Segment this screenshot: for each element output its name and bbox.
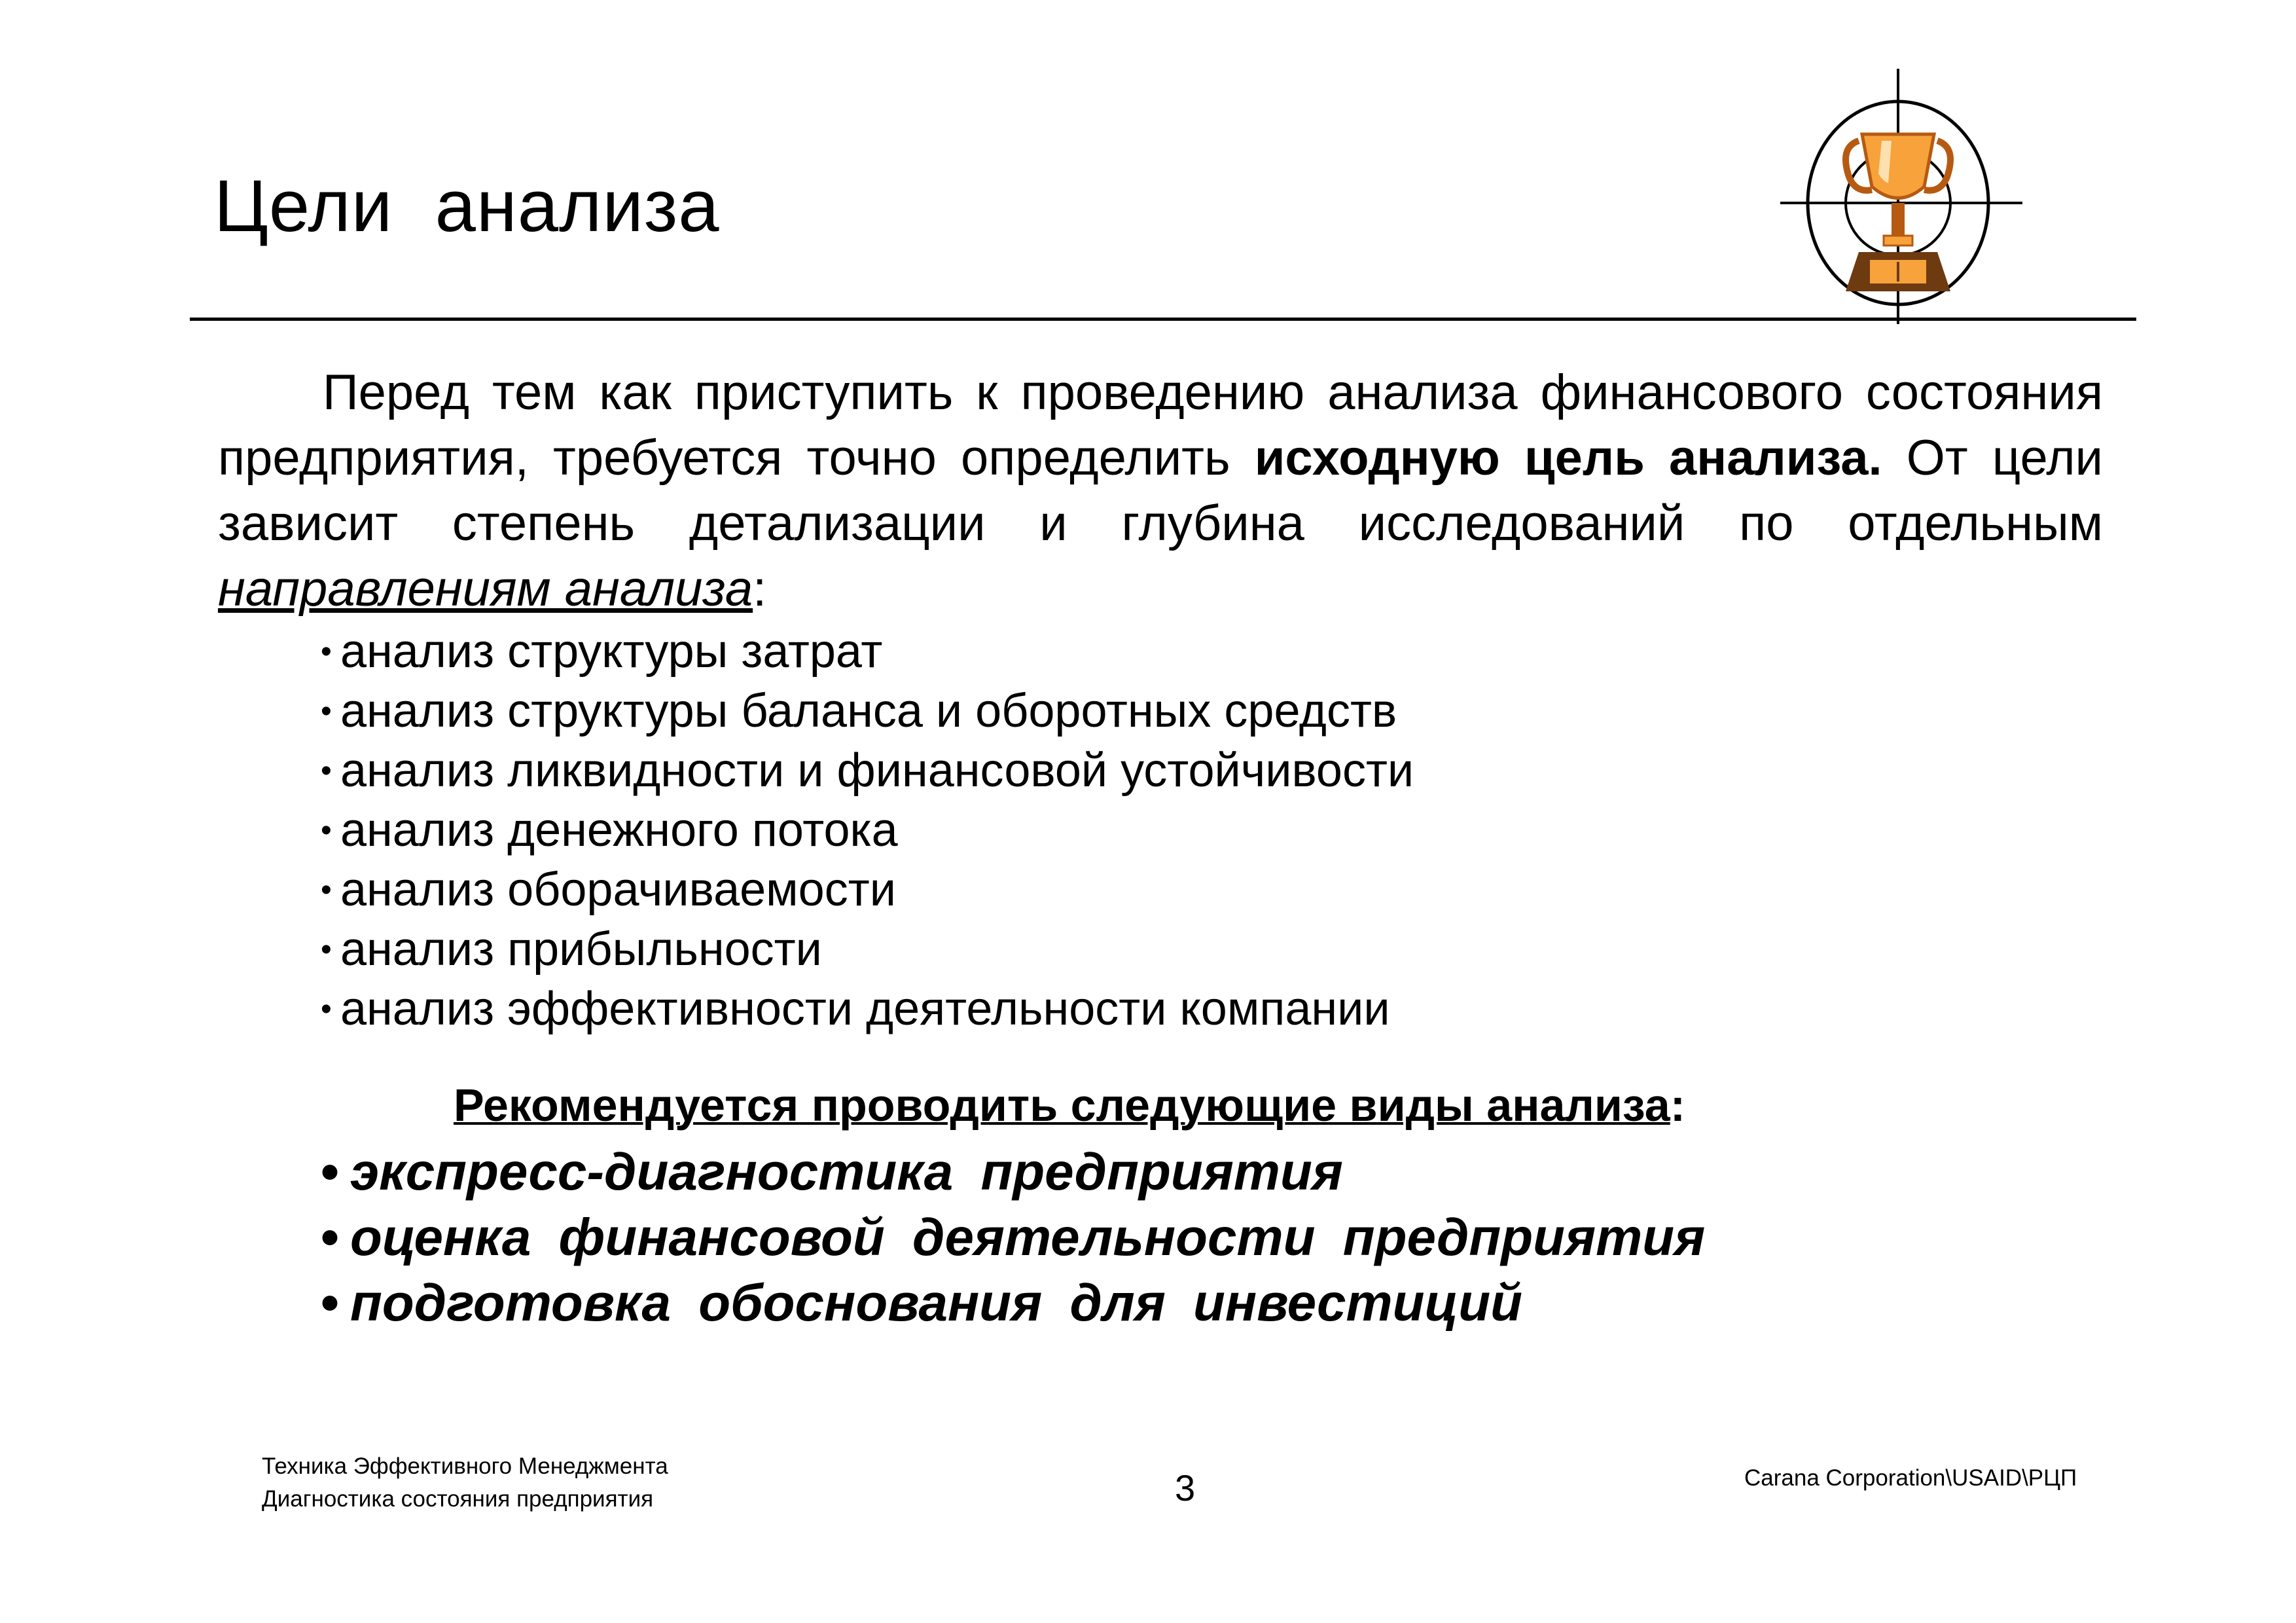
intro-text-after: : — [753, 561, 767, 617]
list-item: • анализ эффективности деятельности компании — [321, 979, 1414, 1039]
intro-text-before: Перед тем как приступить к проведению анализа финансового состояния предприятия, требуется точно определить — [218, 365, 2103, 486]
intro-bold-goal: исходную цель анализа. — [1254, 430, 1882, 486]
footer-line-1: Техника Эффективного Менеджмента — [262, 1453, 668, 1479]
bullet-icon: • — [321, 1142, 340, 1201]
bullet-icon: • — [321, 1208, 340, 1266]
list-item: • экспресс-диагностика предприятия — [321, 1139, 1705, 1205]
intro-text-middle: От цели зависит степень детализации и глубина исследований по отдельным — [218, 430, 2103, 551]
bullet-icon: • — [321, 992, 332, 1027]
bullet-icon: • — [321, 754, 332, 788]
list-item: • подготовка обоснования для инвестиций — [321, 1270, 1705, 1336]
footer-organization: Carana Corporation\USAID\РЦП — [1744, 1465, 2077, 1491]
bullet-icon: • — [321, 1273, 340, 1332]
list-item: • анализ денежного потока — [321, 801, 1414, 860]
intro-paragraph — [218, 360, 2103, 622]
page-title: Цели анализа — [214, 165, 720, 247]
trophy-target-icon — [1767, 69, 2029, 331]
list-item: • анализ структуры затрат — [321, 622, 1414, 682]
recommendation-heading: Рекомендуется проводить следующие виды анализа: — [454, 1080, 1686, 1131]
list-item: • анализ оборачиваемости — [321, 860, 1414, 920]
bullet-icon: • — [321, 813, 332, 848]
bullet-icon: • — [321, 932, 332, 967]
footer-line-2: Диагностика состояния предприятия — [262, 1486, 654, 1512]
analysis-directions-list — [321, 622, 1414, 1039]
page-number: 3 — [1175, 1467, 1196, 1508]
bullet-icon: • — [321, 694, 332, 729]
bullet-icon: • — [321, 634, 332, 669]
recommended-analysis-list — [321, 1139, 1705, 1336]
list-item: • анализ структуры баланса и оборотных средств — [321, 682, 1414, 741]
title-divider — [190, 318, 2136, 321]
bullet-icon: • — [321, 873, 332, 907]
list-item: • оценка финансовой деятельности предприятия — [321, 1205, 1705, 1270]
footer-course-info — [262, 1450, 668, 1516]
intro-underlined-directions: направлениям анализа — [218, 561, 753, 617]
list-item: • анализ ликвидности и финансовой устойчивости — [321, 741, 1414, 801]
list-item: • анализ прибыльности — [321, 920, 1414, 979]
